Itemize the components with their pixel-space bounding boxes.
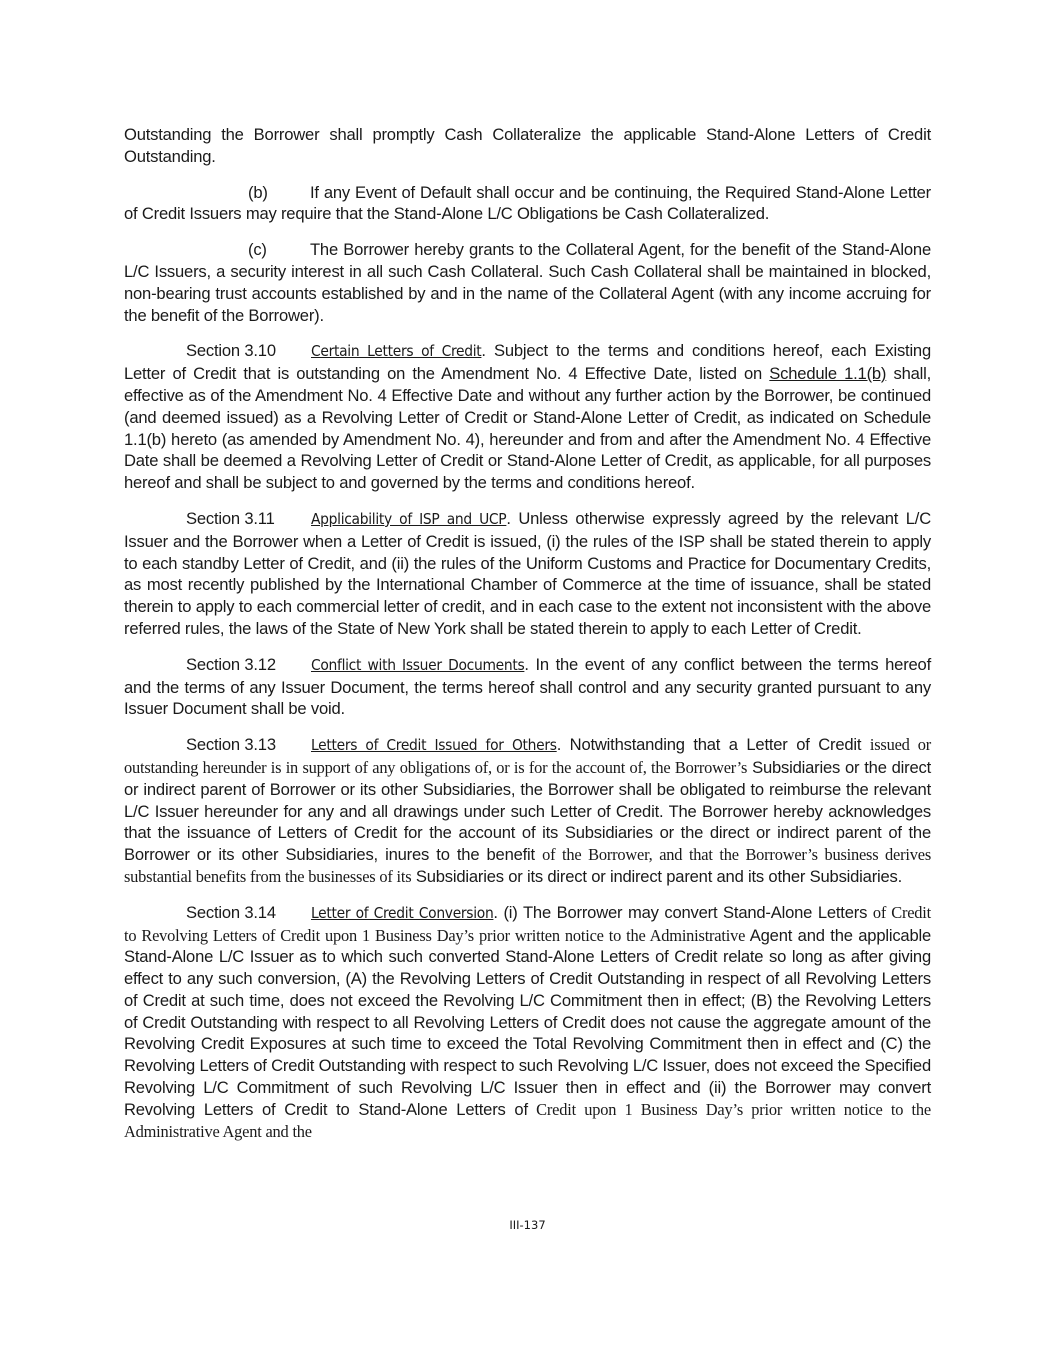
schedule-reference: Schedule 1.1(b) xyxy=(769,364,887,384)
section-3-12 xyxy=(124,654,931,720)
section-text: shall, effective as of the Amendment No. 4 Effective Date and without any further action by the Borrower, be continued (and deemed issued) as a Revolving Letter of Credit or Stand-Alone Letter of Credit, as indicated on Schedule 1.1(b) hereto (as amended by Amendment No. 4), hereunder and from and after the Amendment No. 4 Effective Date shall be deemed a Revolving Letter of Credit or Stand-Alone Letter of Credit, as applicable, for all purposes hereof and shall be subject to and governed by the terms and conditions hereof. xyxy=(124,364,932,493)
section-number: Section 3.13 xyxy=(186,735,276,755)
section-text-serif: of Credit to Revolving Letters of Credit upon 1 Business Day’s prior written notice to the Administrative xyxy=(124,902,931,945)
subsection-text: The Borrower hereby grants to the Collateral Agent, for the benefit of the Stand-Alone L/C Issuers, a security interest in all such Cash Collateral. Such Cash Collateral shall be maintained in blocked, non-bearing trust accounts established by and in the name of the Collateral Agent (with any income accruing for the benefit of the Borrower). xyxy=(124,240,931,325)
section-number: Section 3.10 xyxy=(186,341,276,361)
section-heading: Conflict with Issuer Documents xyxy=(311,655,525,674)
section-text: . Notwithstanding that a Letter of Credit xyxy=(556,735,870,755)
section-3-10 xyxy=(124,340,931,494)
section-text: . In the event of any conflict between the terms hereof and the terms of any Issuer Document, the terms hereof shall control and any security granted pursuant to any Issuer Document shall be void. xyxy=(124,654,931,719)
page-number: III-137 xyxy=(509,1218,546,1232)
section-number: Section 3.12 xyxy=(186,654,276,674)
section-heading: Letter of Credit Conversion xyxy=(311,903,494,922)
section-text-serif: Credit upon 1 Business Day’s prior written notice to the Administrative Agent and the xyxy=(124,1099,931,1141)
subsection-c xyxy=(124,239,931,326)
section-text-serif: issued or outstanding hereunder is in support of any obligations of, or is for the account of, the Borrower’s xyxy=(124,735,931,777)
subsection-b xyxy=(124,182,931,226)
section-heading: Certain Letters of Credit xyxy=(311,342,482,361)
section-3-13 xyxy=(124,734,931,888)
section-text-serif: of the Borrower, and that the Borrower’s business derives substantial benefits from the businesses of its xyxy=(124,845,931,886)
section-text: . Subject to the terms and conditions hereof, each Existing Letter of Credit that is outstanding on the Amendment No. 4 Effective Date, listed on xyxy=(124,341,931,384)
section-text: Subsidiaries or the direct or indirect parent of Borrower or its other Subsidiaries, the Borrower shall be obligated to reimburse the relevant L/C Issuer hereunder for any and all drawings under such Letter of Credit. The Borrower hereby acknowledges that the issuance of Letters of Credit for the account of its Subsidiaries or the direct or indirect parent of the Borrower or its other Subsidiaries, inures to the benefit xyxy=(124,757,931,865)
section-text: Subsidiaries or its direct or indirect parent and its other Subsidiaries. xyxy=(411,866,903,886)
subsection-label: (c) xyxy=(248,240,267,260)
continuation-text: Outstanding the Borrower shall promptly Cash Collateralize the applicable Stand-Alone Letters of Credit Outstanding. xyxy=(124,125,931,166)
section-text: Agent and the applicable Stand-Alone L/C Issuer as to which such converted Stand-Alone Letters of Credit relate so long as after giving effect to any such conversion, (A) the Revolving Letters of Credit Outstanding in respect of all Revolving Letters of Credit at such time, does not exceed the Revolving L/C Commitment then in effect; (B) the Revolving Letters of Credit Outstanding with respect to all Revolving Letters of Credit does not cause the aggregate amount of the Revolving Credit Exposures at such time to exceed the Total Revolving Commitment then in effect and (C) the Revolving Letters of Credit Outstanding with respect to such Revolving L/C Issuer, does not exceed the Specified Revolving L/C Commitment of such Revolving L/C Issuer then in effect and (ii) the Borrower may convert Revolving Letters of Credit to Stand-Alone Letters of xyxy=(124,925,931,1119)
section-number: Section 3.11 xyxy=(186,508,275,528)
subsection-label: (b) xyxy=(248,182,268,202)
section-number: Section 3.14 xyxy=(186,902,276,922)
section-heading: Applicability of ISP and UCP xyxy=(311,509,507,528)
section-text: . Unless otherwise expressly agreed by the relevant L/C Issuer and the Borrower when a Letter of Credit is issued, (i) the rules of the ISP shall be stated therein to apply to each standby Letter of Credit, and (ii) the rules of the Uniform Customs and Practice for Documentary Credits, as most recently published by the International Chamber of Commerce at the time of issuance, shall be stated therein to apply to each commercial letter of credit, and in each case to the extent not inconsistent with the above referred rules, the laws of the State of New York shall be stated therein to apply to each Letter of Credit. xyxy=(124,508,931,638)
continuation-paragraph xyxy=(124,124,931,168)
document-page xyxy=(124,124,931,1156)
section-text: . (i) The Borrower may convert Stand-Alone Letters xyxy=(493,902,873,922)
section-3-11 xyxy=(124,508,931,640)
section-heading: Letters of Credit Issued for Others xyxy=(311,736,557,755)
subsection-text: If any Event of Default shall occur and be continuing, the Required Stand-Alone Letter of Credit Issuers may require that the Stand-Alone L/C Obligations be Cash Collateralized. xyxy=(124,182,931,224)
section-3-14 xyxy=(124,902,931,1143)
